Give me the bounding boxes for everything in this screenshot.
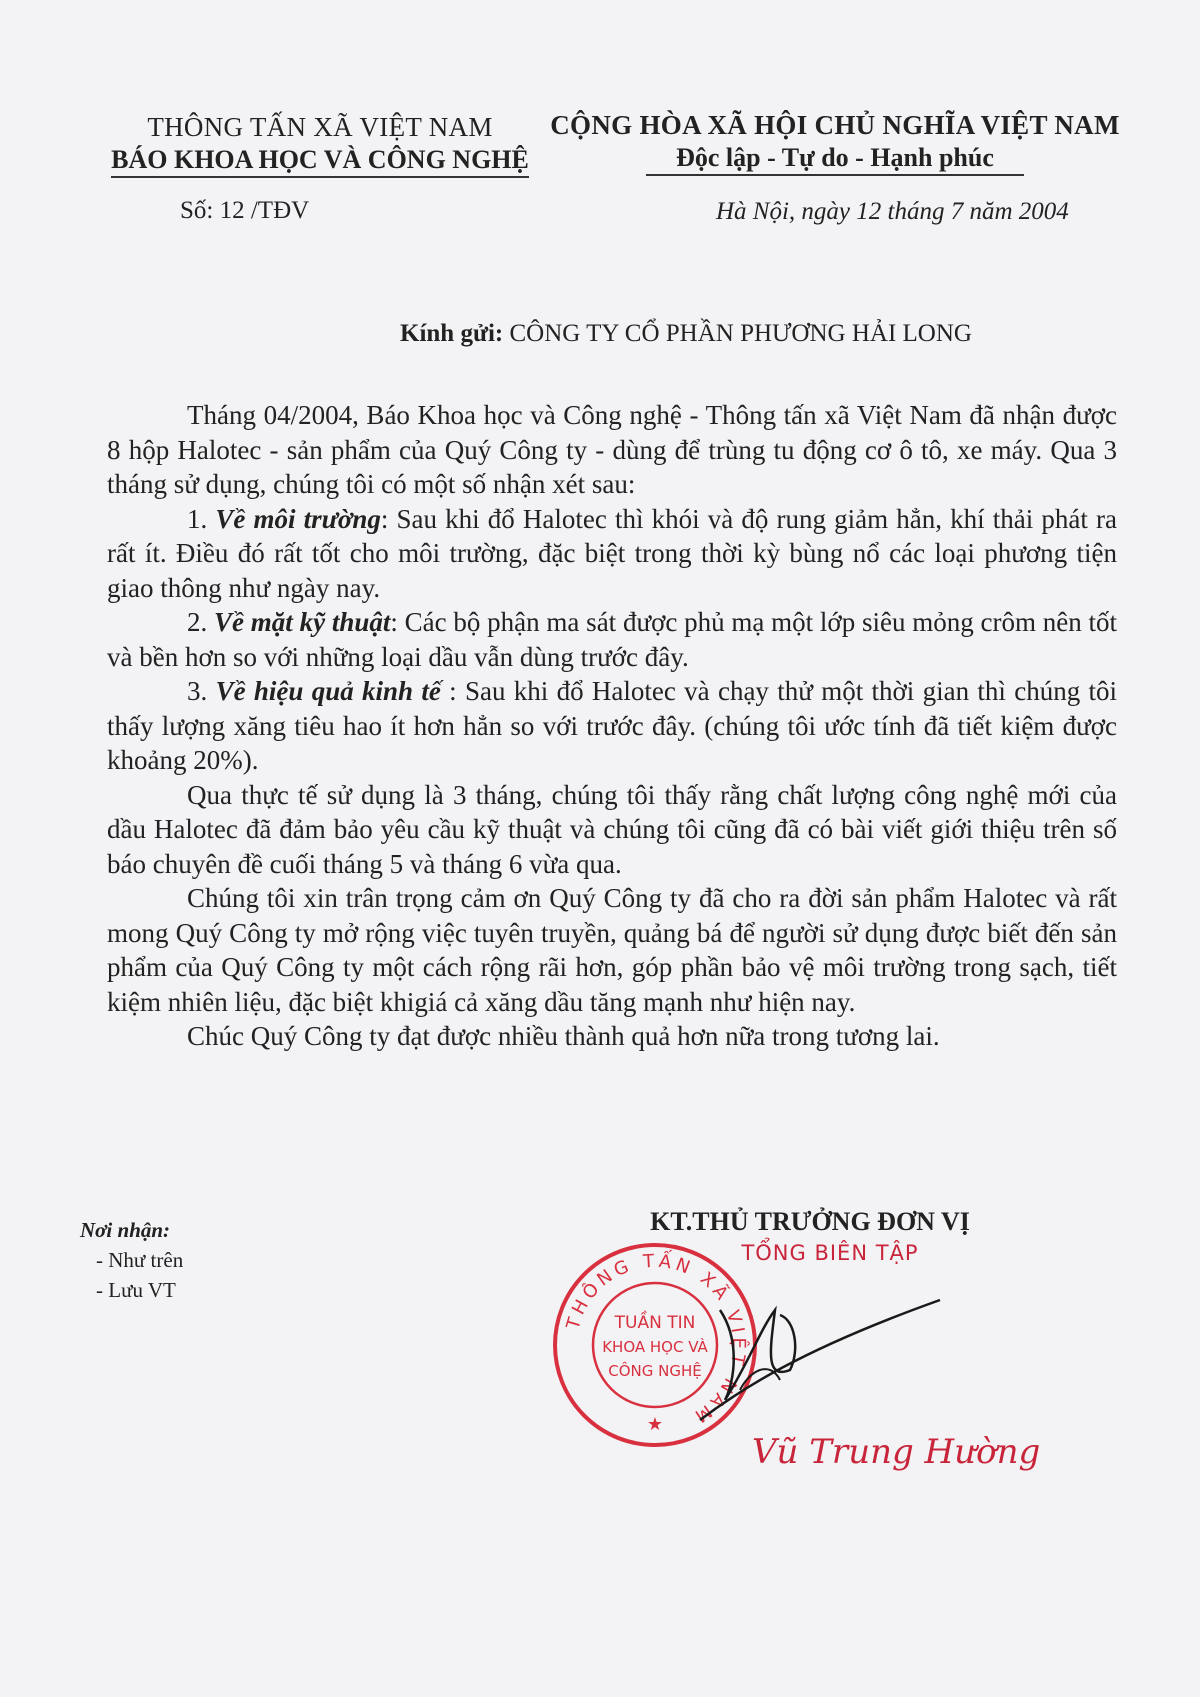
paragraph-experience: Qua thực tế sử dụng là 3 tháng, chúng tôi thấy rằng chất lượng công nghệ mới của dầu Halotec đã đảm bảo yêu cầu kỹ thuật và chúng tôi cũng đã có bài viết giới thiệu trên số báo chuyên đề cuối tháng 5 và tháng 6 vừa qua. — [107, 779, 1117, 879]
receivers-block — [80, 1215, 183, 1305]
paragraph-closing: Chúc Quý Công ty đạt được nhiều thành quả hơn nữa trong tương lai. — [187, 1021, 940, 1051]
seal-star-icon: ★ — [646, 1414, 664, 1434]
nation-name: CỘNG HÒA XÃ HỘI CHỦ NGHĨA VIỆT NAM — [550, 110, 1120, 140]
place-date: Hà Nội, ngày 12 tháng 7 năm 2004 — [716, 198, 1069, 225]
receiver-item: - Như trên — [96, 1248, 184, 1272]
handwritten-signature — [680, 1270, 980, 1450]
national-heading — [535, 110, 1135, 176]
recipient-line — [400, 320, 972, 348]
paragraph-intro: Tháng 04/2004, Báo Khoa học và Công nghệ - Thông tấn xã Việt Nam đã nhận được 8 hộp Halotec - sản phẩm của Quý Công ty - dùng để trùng tu động cơ ô tô, xe máy. Qua 3 tháng sử dụng, chúng tôi có một số nhận xét sau: — [107, 400, 1117, 499]
receiver-item: - Lưu VT — [96, 1278, 176, 1302]
signer-name: Vũ Trung Hường — [752, 1432, 1041, 1472]
agency-name: THÔNG TẤN XÃ VIỆT NAM — [147, 112, 493, 142]
seal-center-line: KHOA HỌC VÀ — [602, 1338, 708, 1356]
recipient-name: CÔNG TY CỔ PHẦN PHƯƠNG HẢI LONG — [509, 320, 972, 347]
recipient-label: Kính gửi: — [400, 320, 504, 347]
document-number: Số: 12 /TĐV — [180, 197, 310, 224]
national-motto: Độc lập - Tự do - Hạnh phúc — [646, 143, 1024, 176]
signer-role: TỔNG BIÊN TẬP — [741, 1241, 919, 1265]
point-economic: 3. Về hiệu quả kinh tế : Sau khi đổ Halotec và chạy thử một thời gian thì chúng tôi thấy lượng xăng tiêu hao ít hơn hẳn so với trước đây. (chúng tôi ước tính đã tiết kiệm được khoảng 20%). — [107, 676, 1118, 775]
paragraph-thanks: Chúng tôi xin trân trọng cảm ơn Quý Công ty đã cho ra đời sản phẩm Halotec và rất mong Quý Công ty mở rộng việc tuyên truyền, quảng bá để người sử dụng được biết đến sản phẩm của Quý Công ty một cách rộng rãi hơn, góp phần bảo vệ môi trường trong sạch, tiết kiệm nhiên liệu, đặc biệt khigiá cả xăng dầu tăng mạnh như hiện nay. — [107, 883, 1117, 1017]
seal-center-line: CÔNG NGHỆ — [608, 1362, 702, 1380]
point-heading: Về mặt kỹ thuật — [214, 607, 391, 637]
receivers-title: Nơi nhận: — [80, 1218, 171, 1242]
seal-center-line: TUẦN TIN — [614, 1313, 696, 1333]
point-heading: Về môi trường — [215, 503, 381, 534]
signer-title: KT.THỦ TRƯỞNG ĐƠN VỊ — [650, 1207, 970, 1236]
point-technical: 2. Về mặt kỹ thuật: Các bộ phận ma sát được phủ mạ một lớp siêu mỏng crôm nên tốt và bền hơn so với những loại dầu vẫn dùng trước đây. — [107, 607, 1118, 672]
issuer-block — [100, 112, 540, 178]
seal-ring-text: THÔNG TẤN XÃ VIỆT NAM — [562, 1250, 750, 1429]
newspaper-name: BÁO KHOA HỌC VÀ CÔNG NGHỆ — [111, 145, 529, 178]
point-heading: Về hiệu quả kinh tế — [215, 676, 441, 706]
letter-body — [107, 398, 1117, 1054]
point-environment: 1. Về môi trường: Sau khi đổ Halotec thì khói và độ rung giảm hẳn, khí thải phát ra rất ít. Điều đó rất tốt cho môi trường, đặc biệt trong thời kỳ bùng nổ các loại phương tiện giao thông như ngày nay. — [107, 503, 1118, 603]
